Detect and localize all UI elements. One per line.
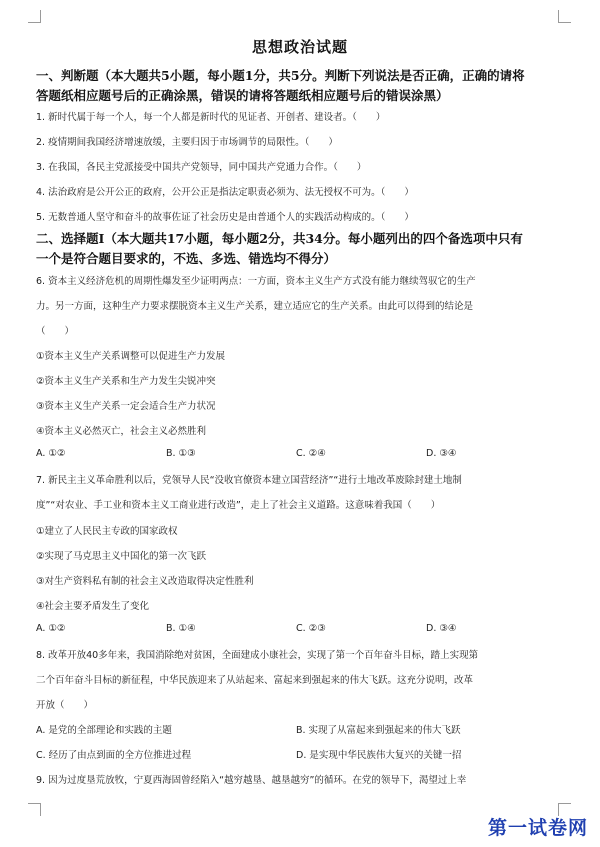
q8-option-d: D. 是实现中华民族伟大复兴的关键一招: [296, 750, 462, 761]
section1-header: [36, 66, 566, 106]
q6-item-2: ②资本主义生产关系和生产力发生尖锐冲突: [36, 376, 216, 387]
q7-item-4: ④社会主要矛盾发生了变化: [36, 601, 150, 612]
q7-item-3: ③对生产资料私有制的社会主义改造取得决定性胜利: [36, 576, 254, 587]
q8-stem-line3: 开放（ ）: [36, 700, 94, 711]
q8-stem-line2: 二个百年奋斗目标的新征程，中华民族迎来了从站起来、富起来到强起来的伟大飞跃。这充分说明，改革: [36, 675, 474, 686]
q7-option-d: D. ③④: [426, 623, 457, 634]
q6-stem-line2: 力。另一方面，这种生产力要求摆脱资本主义生产关系，建立适应它的生产关系。由此可以得到的结论是: [36, 301, 474, 312]
q6-item-1: ①资本主义生产关系调整可以促进生产力发展: [36, 351, 226, 362]
question-3: 3. 在我国，各民主党派接受中国共产党领导，同中国共产党通力合作。（ ）: [36, 162, 367, 173]
question-4: 4. 法治政府是公开公正的政府，公开公正是指法定职责必须为、法无授权不可为。（ ）: [36, 187, 414, 198]
question-1: 1. 新时代属于每一个人，每一个人都是新时代的见证者、开创者、建设者。（ ）: [36, 112, 386, 123]
q6-stem-line1: 6. 资本主义经济危机的周期性爆发至少证明两点：一方面，资本主义生产方式没有能力继续驾驭它的生产: [36, 276, 476, 287]
q7-option-c: C. ②③: [296, 623, 326, 634]
q8-option-b: B. 实现了从富起来到强起来的伟大飞跃: [296, 725, 461, 736]
q7-option-a: A. ①②: [36, 623, 66, 634]
q8-option-a: A. 是党的全部理论和实践的主题: [36, 725, 172, 736]
q7-stem-line2: 度”“对农业、手工业和资本主义工商业进行改造”，走上了社会主义道路。这意味着我国（ ）: [36, 500, 441, 511]
q6-option-c: C. ②④: [296, 448, 326, 459]
q6-option-a: A. ①②: [36, 448, 66, 459]
q6-stem-line3: （ ）: [36, 326, 75, 337]
q6-item-4: ④资本主义必然灭亡，社会主义必然胜利: [36, 426, 207, 437]
exam-title: 思想政治试题: [251, 38, 348, 56]
crop-mark-bottom-left: [28, 803, 41, 816]
section1-header-line2: 答题纸相应题号后的正确涂黑，错误的请将答题纸相应题号后的错误涂黑）: [36, 88, 449, 103]
question-5: 5. 无数普通人坚守和奋斗的故事佐证了社会历史是由普通个人的实践活动构成的。（ ）: [36, 212, 414, 223]
section1-header-line1: 一、判断题（本大题共5小题，每小题1分，共5分。判断下列说法是否正确，正确的请将: [36, 68, 525, 83]
q7-item-2: ②实现了马克思主义中国化的第一次飞跃: [36, 551, 207, 562]
q6-item-3: ③资本主义生产关系一定会适合生产力状况: [36, 401, 216, 412]
q8-option-c: C. 经历了由点到面的全方位推进过程: [36, 750, 192, 761]
q7-item-1: ①建立了人民民主专政的国家政权: [36, 526, 178, 537]
q7-option-b: B. ①④: [166, 623, 196, 634]
crop-mark-top-right: [558, 10, 571, 23]
q6-option-b: B. ①③: [166, 448, 196, 459]
section2-header-line1: 二、选择题Ⅰ（本大题共17小题，每小题2分，共34分。每小题列出的四个备选项中只有: [36, 231, 523, 246]
section2-header: [36, 229, 566, 269]
question-2: 2. 疫情期间我国经济增速放缓，主要归因于市场调节的局限性。（ ）: [36, 137, 338, 148]
q8-stem-line1: 8. 改革开放40多年来，我国消除绝对贫困，全面建成小康社会，实现了第一个百年奋斗目标，踏上实现第: [36, 650, 479, 661]
crop-mark-top-left: [28, 10, 41, 23]
q6-option-d: D. ③④: [426, 448, 457, 459]
section2-header-line2: 一个是符合题目要求的，不选、多选、错选均不得分）: [36, 251, 337, 266]
watermark-logo: 第一试卷网: [488, 817, 589, 839]
q9-stem-line1: 9. 因为过度垦荒放牧，宁夏西海固曾经陷入“越穷越垦、越垦越穷”的循环。在党的领导下，渴望过上幸: [36, 775, 467, 786]
q7-stem-line1: 7. 新民主主义革命胜利以后，党领导人民“没收官僚资本建立国营经济”“进行土地改革废除封建土地制: [36, 475, 462, 486]
